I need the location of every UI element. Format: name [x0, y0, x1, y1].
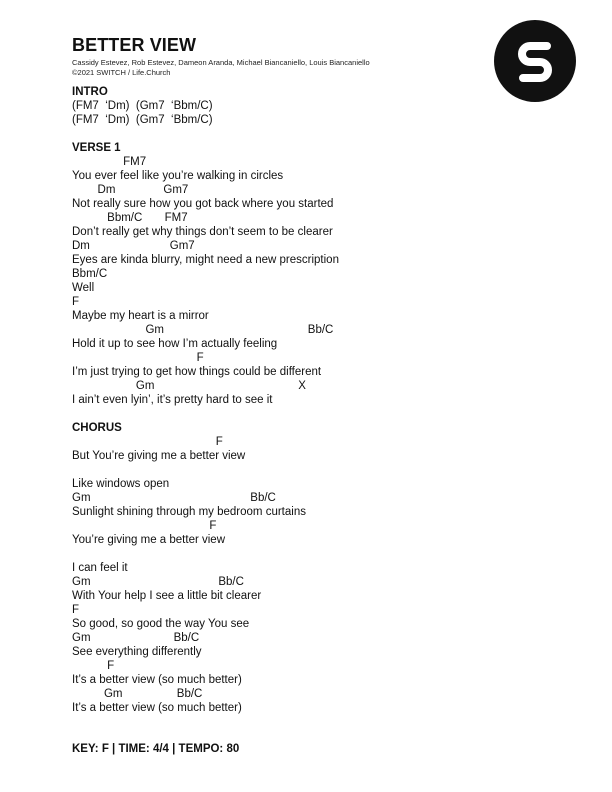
switch-logo-icon — [494, 20, 576, 102]
blank-line — [72, 547, 492, 561]
song-title: BETTER VIEW — [72, 35, 197, 55]
lyric-line: I’m just trying to get how things could be different — [72, 366, 322, 378]
lyric-line: F — [72, 604, 80, 616]
lyric-line: Hold it up to see how I’m actually feeling — [72, 338, 278, 350]
lyric-line: Eyes are kinda blurry, might need a new prescription — [72, 254, 339, 266]
lyric-line: Like windows open — [72, 478, 170, 490]
blank-line — [72, 407, 492, 421]
lyric-line: Bbm/C FM7 — [72, 212, 188, 224]
lyric-line: (FM7 ‘Dm) (Gm7 ‘Bbm/C) — [72, 100, 213, 112]
lyric-line: Gm Bb/C — [72, 632, 200, 644]
lyric-line: Not really sure how you got back where you started — [72, 198, 334, 210]
section-heading: VERSE 1 — [72, 142, 121, 154]
lyric-line: F — [72, 520, 217, 532]
section-heading: CHORUS — [72, 422, 122, 434]
blank-line — [72, 463, 492, 477]
lyric-line: Gm Bb/C — [72, 492, 276, 504]
lyric-line: FM7 — [72, 156, 147, 168]
lyric-line: Dm Gm7 — [72, 184, 189, 196]
lyric-line: Maybe my heart is a mirror — [72, 310, 209, 322]
lyric-line: You ever feel like you’re walking in circles — [72, 170, 284, 182]
songwriter-credits: Cassidy Estevez, Rob Estevez, Dameon Aranda, Michael Biancaniello, Louis Biancaniello — [72, 58, 370, 67]
lyric-line: With Your help I see a little bit clearer — [72, 590, 262, 602]
lyric-line: F — [72, 436, 223, 448]
lyric-line: Don’t really get why things don’t seem to be clearer — [72, 226, 333, 238]
song-info-footer: KEY: F | TIME: 4/4 | TEMPO: 80 — [72, 743, 240, 755]
copyright-line: ©2021 SWITCH / Life.Church — [72, 68, 171, 77]
lyric-line: F — [72, 660, 115, 672]
lyric-line: But You’re giving me a better view — [72, 450, 246, 462]
lyric-line: It’s a better view (so much better) — [72, 702, 242, 714]
lyric-line: Bbm/C — [72, 268, 108, 280]
lyric-line: Gm X — [72, 380, 306, 392]
lyric-line: So good, so good the way You see — [72, 618, 250, 630]
section-heading: INTRO — [72, 86, 108, 98]
lyric-line: F — [72, 296, 80, 308]
lyric-line: Gm Bb/C — [72, 576, 244, 588]
lyric-line: F — [72, 352, 204, 364]
blank-line — [72, 127, 492, 141]
lyric-line: Dm Gm7 — [72, 240, 195, 252]
lyric-line: I can feel it — [72, 562, 128, 574]
lyric-line: Well — [72, 282, 95, 294]
lyric-line: I ain’t even lyin’, it’s pretty hard to see it — [72, 394, 273, 406]
lyric-line: Gm Bb/C — [72, 324, 334, 336]
lyrics-body — [72, 85, 492, 715]
lyric-line: Sunlight shining through my bedroom curtains — [72, 506, 306, 518]
lyric-line: It’s a better view (so much better) — [72, 674, 242, 686]
lyric-line: See everything differently — [72, 646, 202, 658]
lyric-line: You’re giving me a better view — [72, 534, 225, 546]
lyric-line: Gm Bb/C — [72, 688, 203, 700]
lyric-line: (FM7 ‘Dm) (Gm7 ‘Bbm/C) — [72, 114, 213, 126]
